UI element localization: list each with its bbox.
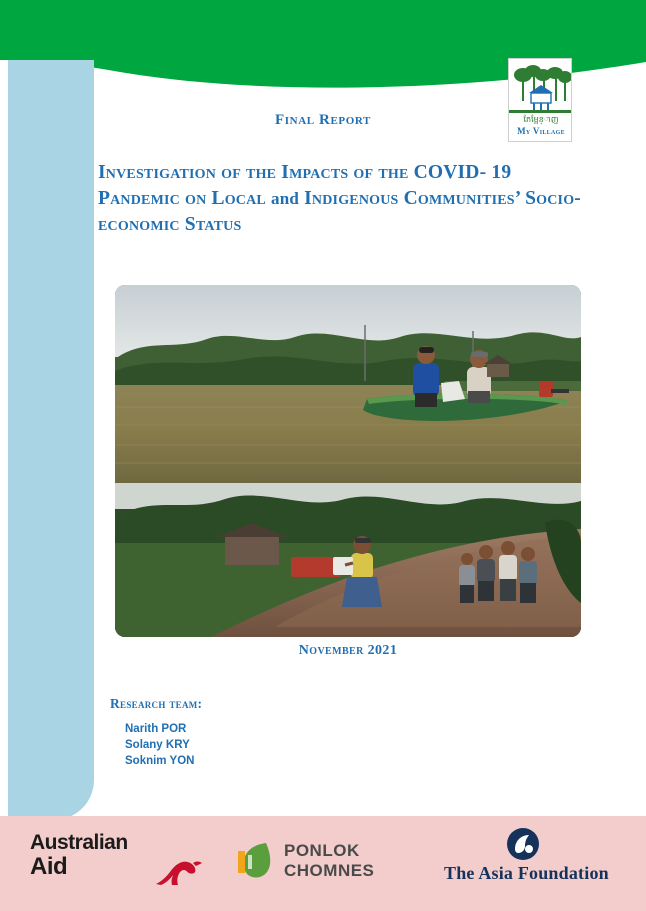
asia-foundation-logo bbox=[444, 827, 624, 889]
title-line-2a: 19 Pandemic on Local bbox=[98, 162, 512, 209]
australian-aid-line2: Aid bbox=[30, 853, 68, 880]
australian-aid-logo bbox=[30, 831, 210, 889]
title-line-1: Investigation of the Impacts of the COVID- bbox=[98, 162, 487, 183]
title-line-2b: Indigenous bbox=[299, 188, 399, 209]
photo-boat-river bbox=[115, 285, 581, 483]
bottom-pink-band bbox=[0, 816, 646, 911]
cover-photo-group bbox=[115, 285, 581, 637]
logo-khmer-text: ភែម្អែន្ាញ bbox=[523, 115, 559, 124]
ponlok-chomnes-logo bbox=[236, 839, 386, 885]
left-blue-strip bbox=[8, 60, 94, 820]
list-item: Soknim YON bbox=[125, 755, 195, 767]
research-team-list bbox=[125, 721, 194, 769]
page-title bbox=[98, 160, 598, 238]
ponlok-line2: CHOMNES bbox=[284, 861, 375, 880]
logo-illustration-icon bbox=[509, 59, 572, 117]
australian-aid-line1: Australian bbox=[30, 831, 128, 854]
list-item: Narith POR bbox=[125, 723, 187, 735]
kangaroo-icon bbox=[150, 857, 204, 887]
title-and: and bbox=[271, 189, 300, 208]
asia-foundation-mark-icon bbox=[506, 827, 540, 861]
title-line-3: Communities’ Socio-economic Status bbox=[98, 188, 581, 235]
list-item: Solany KRY bbox=[125, 739, 190, 751]
asia-foundation-text: The Asia Foundation bbox=[444, 863, 609, 883]
ponlok-leaf-icon bbox=[236, 839, 280, 883]
ponlok-chomnes-text bbox=[284, 841, 374, 881]
publication-date: November 2021 bbox=[298, 643, 398, 658]
research-team-heading: Research team: bbox=[110, 696, 203, 711]
report-label: Final Report bbox=[275, 112, 371, 128]
photo-village-road bbox=[115, 483, 581, 637]
ponlok-line1: PONLOK bbox=[284, 841, 360, 860]
my-village-logo bbox=[508, 58, 572, 142]
logo-english-text: My Village bbox=[517, 126, 565, 136]
